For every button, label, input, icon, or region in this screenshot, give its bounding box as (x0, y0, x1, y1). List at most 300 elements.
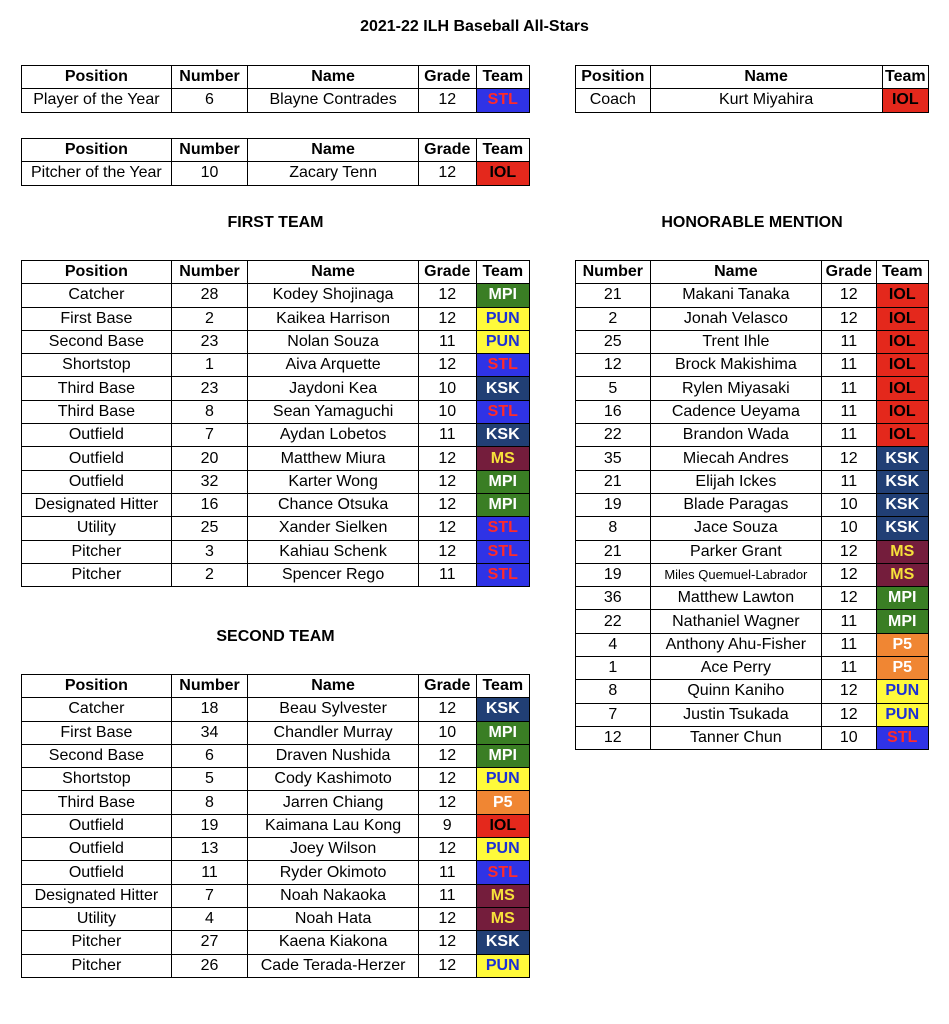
cell-name: Nolan Souza (248, 330, 419, 353)
team-badge (476, 89, 529, 112)
table-header-row (576, 66, 929, 89)
team-badge-label: MPI (888, 612, 917, 630)
column-header-number: Number (171, 66, 247, 89)
cell-grade: 11 (822, 424, 876, 447)
team-badge (476, 907, 529, 930)
column-header-position: Position (22, 675, 172, 698)
cell-grade: 10 (418, 721, 476, 744)
column-header-team: Team (476, 675, 529, 698)
cell-name: Matthew Lawton (650, 587, 821, 610)
team-badge (882, 89, 928, 112)
cell-name: Jaydoni Kea (248, 377, 419, 400)
cell-name: Justin Tsukada (650, 703, 821, 726)
table-row (22, 744, 530, 767)
team-badge (476, 744, 529, 767)
cell-number: 4 (171, 907, 247, 930)
cell-name: Aiva Arquette (248, 354, 419, 377)
team-badge (476, 493, 529, 516)
cell-number: 20 (171, 447, 247, 470)
cell-number: 11 (171, 861, 247, 884)
team-badge (876, 400, 928, 423)
cell-grade: 10 (418, 400, 476, 423)
table-row (22, 284, 530, 307)
honorable-mention-table (575, 260, 929, 750)
cell-number: 28 (171, 284, 247, 307)
cell-number: 7 (171, 424, 247, 447)
table-row (22, 517, 530, 540)
team-badge (876, 657, 928, 680)
cell-number: 32 (171, 470, 247, 493)
table-row (22, 954, 530, 977)
table-row (22, 89, 530, 112)
table-row (576, 307, 929, 330)
team-badge-label: KSK (885, 472, 920, 490)
cell-grade: 12 (418, 284, 476, 307)
cell-number: 5 (576, 377, 651, 400)
cell-grade: 12 (418, 744, 476, 767)
cell-number: 21 (576, 284, 651, 307)
team-badge (876, 703, 928, 726)
cell-number: 25 (171, 517, 247, 540)
team-badge-label: MS (890, 542, 915, 560)
cell-grade: 12 (418, 493, 476, 516)
team-badge-label: IOL (489, 164, 517, 182)
team-badge-label: KSK (485, 379, 520, 397)
cell-name: Nathaniel Wagner (650, 610, 821, 633)
cell-name: Jonah Velasco (650, 307, 821, 330)
cell-grade: 11 (418, 563, 476, 586)
cell-name: Kaikea Harrison (248, 307, 419, 330)
column-header-position: Position (22, 139, 172, 162)
cell-name: Matthew Miura (248, 447, 419, 470)
team-badge-label: IOL (489, 816, 517, 834)
cell-grade: 11 (822, 377, 876, 400)
cell-number: 12 (576, 354, 651, 377)
table-row (576, 424, 929, 447)
cell-grade: 12 (418, 89, 476, 112)
cell-position: Outfield (22, 424, 172, 447)
cell-position: Shortstop (22, 768, 172, 791)
team-badge-label: P5 (892, 659, 913, 677)
team-badge (476, 884, 529, 907)
cell-position: Third Base (22, 377, 172, 400)
cell-grade: 9 (418, 814, 476, 837)
team-badge (476, 838, 529, 861)
first-team-heading: FIRST TEAM (227, 214, 324, 231)
team-badge-label: MS (490, 886, 515, 904)
table-row (576, 610, 929, 633)
cell-name: Kodey Shojinaga (248, 284, 419, 307)
table-row (22, 354, 530, 377)
team-badge-label: KSK (885, 519, 920, 537)
cell-name: Brandon Wada (650, 424, 821, 447)
team-badge-label: KSK (885, 449, 920, 467)
column-header-number: Number (171, 675, 247, 698)
team-badge (876, 563, 928, 586)
cell-number: 16 (576, 400, 651, 423)
team-badge-label: P5 (892, 635, 913, 653)
team-badge-label: STL (487, 566, 518, 583)
team-badge (476, 954, 529, 977)
cell-name: Parker Grant (650, 540, 821, 563)
table-row (576, 377, 929, 400)
table-row (22, 540, 530, 563)
cell-name: Chance Otsuka (248, 493, 419, 516)
cell-name: Ryder Okimoto (248, 861, 419, 884)
cell-number: 35 (576, 447, 651, 470)
cell-grade: 12 (418, 162, 476, 185)
table-row (576, 470, 929, 493)
team-badge (876, 377, 928, 400)
cell-position: Outfield (22, 447, 172, 470)
column-header-team: Team (876, 261, 928, 284)
cell-number: 7 (171, 884, 247, 907)
table-row (576, 657, 929, 680)
table-header-row (22, 261, 530, 284)
cell-position: Player of the Year (22, 89, 172, 112)
second-team-table (21, 674, 530, 978)
team-badge (476, 447, 529, 470)
cell-grade: 11 (822, 633, 876, 656)
table-row (22, 861, 530, 884)
table-row (576, 703, 929, 726)
team-badge-label: IOL (888, 426, 916, 444)
cell-position: Coach (576, 89, 651, 112)
team-badge (476, 162, 529, 185)
cell-grade: 12 (418, 931, 476, 954)
cell-name: Jarren Chiang (248, 791, 419, 814)
cell-position: Designated Hitter (22, 493, 172, 516)
team-badge-label: PUN (485, 309, 520, 327)
table-row (576, 540, 929, 563)
team-badge-label: IOL (888, 402, 916, 420)
table-row (22, 424, 530, 447)
table-row (22, 838, 530, 861)
team-badge (476, 307, 529, 330)
cell-number: 10 (171, 162, 247, 185)
team-badge-label: KSK (885, 496, 920, 514)
team-badge (876, 424, 928, 447)
table-row (22, 470, 530, 493)
cell-grade: 12 (418, 540, 476, 563)
team-badge-label: P5 (492, 793, 513, 811)
cell-name: Cade Terada-Herzer (248, 954, 419, 977)
team-badge (476, 791, 529, 814)
cell-number: 16 (171, 493, 247, 516)
team-badge (476, 931, 529, 954)
table-row (22, 791, 530, 814)
cell-position: Outfield (22, 838, 172, 861)
cell-number: 6 (171, 89, 247, 112)
cell-name: Cadence Ueyama (650, 400, 821, 423)
cell-number: 1 (576, 657, 651, 680)
team-badge-label: PUN (485, 770, 520, 788)
team-badge-label: KSK (485, 426, 520, 444)
cell-name: Rylen Miyasaki (650, 377, 821, 400)
table-row (576, 633, 929, 656)
cell-name: Karter Wong (248, 470, 419, 493)
cell-number: 4 (576, 633, 651, 656)
table-row (22, 493, 530, 516)
column-header-name: Name (248, 139, 419, 162)
cell-number: 8 (171, 400, 247, 423)
team-badge (476, 354, 529, 377)
column-header-grade: Grade (822, 261, 876, 284)
team-badge (876, 470, 928, 493)
team-badge-label: IOL (888, 286, 916, 304)
cell-position: Utility (22, 517, 172, 540)
cell-grade: 11 (418, 424, 476, 447)
cell-grade: 12 (418, 447, 476, 470)
team-badge-label: KSK (485, 933, 520, 951)
table-row (576, 587, 929, 610)
table-row (22, 377, 530, 400)
cell-number: 7 (576, 703, 651, 726)
table-header-row (22, 675, 530, 698)
cell-number: 2 (171, 563, 247, 586)
cell-grade: 11 (822, 470, 876, 493)
table-row (22, 721, 530, 744)
team-badge-label: IOL (891, 91, 919, 109)
cell-grade: 12 (418, 307, 476, 330)
team-badge-label: MS (490, 910, 515, 928)
cell-name: Chandler Murray (248, 721, 419, 744)
column-header-name: Name (650, 66, 882, 89)
cell-name: Xander Sielken (248, 517, 419, 540)
column-header-grade: Grade (418, 66, 476, 89)
cell-number: 19 (576, 563, 651, 586)
cell-grade: 11 (822, 354, 876, 377)
table-row (576, 89, 929, 112)
cell-name: Blayne Contrades (248, 89, 419, 112)
table-row (576, 284, 929, 307)
column-header-name: Name (248, 675, 419, 698)
cell-position: Second Base (22, 330, 172, 353)
team-badge (476, 768, 529, 791)
column-header-number: Number (576, 261, 651, 284)
team-badge (876, 354, 928, 377)
cell-name: Kahiau Schenk (248, 540, 419, 563)
team-badge (876, 284, 928, 307)
table-row (576, 680, 929, 703)
team-badge (476, 284, 529, 307)
column-header-team: Team (882, 66, 928, 89)
cell-name: Noah Nakaoka (248, 884, 419, 907)
cell-grade: 12 (418, 354, 476, 377)
team-badge-label: MPI (488, 286, 517, 304)
cell-position: Pitcher of the Year (22, 162, 172, 185)
cell-number: 26 (171, 954, 247, 977)
team-badge-label: KSK (485, 700, 520, 718)
team-badge-label: IOL (888, 356, 916, 374)
table-row (22, 563, 530, 586)
team-badge-label: MPI (488, 496, 517, 514)
cell-number: 36 (576, 587, 651, 610)
cell-number: 22 (576, 424, 651, 447)
cell-grade: 12 (418, 517, 476, 540)
cell-name: Kaena Kiakona (248, 931, 419, 954)
cell-grade: 11 (418, 330, 476, 353)
table-row (22, 931, 530, 954)
team-badge-label: PUN (485, 956, 520, 974)
cell-number: 19 (576, 493, 651, 516)
cell-grade: 12 (822, 307, 876, 330)
team-badge-label: MS (890, 566, 915, 583)
cell-number: 2 (576, 307, 651, 330)
cell-number: 5 (171, 768, 247, 791)
team-badge (876, 610, 928, 633)
cell-name: Sean Yamaguchi (248, 400, 419, 423)
column-header-name: Name (650, 261, 821, 284)
team-badge (476, 540, 529, 563)
team-badge-label: PUN (885, 705, 920, 723)
coach-table (575, 65, 929, 113)
table-header-row (22, 139, 530, 162)
team-badge (876, 633, 928, 656)
cell-number: 25 (576, 330, 651, 353)
cell-name: Blade Paragas (650, 493, 821, 516)
cell-name: Kaimana Lau Kong (248, 814, 419, 837)
team-badge (876, 447, 928, 470)
column-header-grade: Grade (418, 139, 476, 162)
cell-grade: 11 (822, 610, 876, 633)
team-badge (476, 814, 529, 837)
cell-name: Jace Souza (650, 517, 821, 540)
table-row (576, 400, 929, 423)
cell-grade: 12 (822, 540, 876, 563)
cell-name: Draven Nushida (248, 744, 419, 767)
cell-name: Anthony Ahu-Fisher (650, 633, 821, 656)
team-badge (876, 307, 928, 330)
column-header-name: Name (248, 66, 419, 89)
cell-name: Trent Ihle (650, 330, 821, 353)
cell-position: Outfield (22, 470, 172, 493)
cell-position: Shortstop (22, 354, 172, 377)
cell-number: 19 (171, 814, 247, 837)
cell-position: Utility (22, 907, 172, 930)
table-row (22, 814, 530, 837)
cell-grade: 12 (418, 907, 476, 930)
cell-name: Aydan Lobetos (248, 424, 419, 447)
cell-number: 8 (576, 680, 651, 703)
cell-name: Tanner Chun (650, 726, 821, 749)
cell-grade: 12 (822, 587, 876, 610)
team-badge (476, 861, 529, 884)
team-badge (476, 517, 529, 540)
cell-number: 8 (171, 791, 247, 814)
column-header-position: Position (22, 261, 172, 284)
cell-number: 2 (171, 307, 247, 330)
table-row (22, 162, 530, 185)
table-row (576, 563, 929, 586)
cell-name: Elijah Ickes (650, 470, 821, 493)
column-header-position: Position (576, 66, 651, 89)
team-badge-label: PUN (885, 682, 920, 700)
team-badge-label: STL (487, 356, 518, 374)
team-badge-label: MS (490, 449, 515, 467)
table-row (22, 907, 530, 930)
table-row (22, 884, 530, 907)
cell-name: Makani Tanaka (650, 284, 821, 307)
cell-number: 23 (171, 330, 247, 353)
cell-position: Designated Hitter (22, 884, 172, 907)
cell-number: 34 (171, 721, 247, 744)
cell-position: Outfield (22, 814, 172, 837)
team-badge (876, 587, 928, 610)
cell-name: Zacary Tenn (248, 162, 419, 185)
team-badge (476, 424, 529, 447)
cell-grade: 10 (822, 493, 876, 516)
team-badge (476, 563, 529, 586)
team-badge-label: STL (487, 402, 518, 420)
team-badge (476, 377, 529, 400)
cell-grade: 12 (418, 768, 476, 791)
cell-grade: 10 (418, 377, 476, 400)
cell-number: 18 (171, 698, 247, 721)
cell-position: First Base (22, 307, 172, 330)
cell-grade: 12 (822, 563, 876, 586)
cell-grade: 12 (418, 838, 476, 861)
team-badge (476, 721, 529, 744)
cell-grade: 11 (822, 657, 876, 680)
cell-name: Quinn Kaniho (650, 680, 821, 703)
cell-number: 21 (576, 540, 651, 563)
cell-name: Miles Quemuel-Labrador (650, 563, 821, 586)
second-team-heading: SECOND TEAM (216, 628, 335, 645)
table-row (576, 517, 929, 540)
cell-name: Kurt Miyahira (650, 89, 882, 112)
cell-grade: 12 (822, 284, 876, 307)
table-row (576, 354, 929, 377)
cell-grade: 12 (418, 791, 476, 814)
cell-name: Ace Perry (650, 657, 821, 680)
table-row (576, 726, 929, 749)
cell-grade: 11 (822, 330, 876, 353)
cell-number: 23 (171, 377, 247, 400)
cell-grade: 11 (418, 884, 476, 907)
cell-grade: 12 (822, 447, 876, 470)
cell-name: Joey Wilson (248, 838, 419, 861)
team-badge-label: IOL (888, 309, 916, 327)
pitcher-of-year-table (21, 138, 530, 186)
column-header-team: Team (476, 261, 529, 284)
team-badge-label: MPI (488, 723, 517, 741)
column-header-position: Position (22, 66, 172, 89)
team-badge-label: PUN (485, 840, 520, 858)
cell-name: Beau Sylvester (248, 698, 419, 721)
team-badge-label: PUN (485, 333, 520, 351)
team-badge-label: MPI (488, 472, 517, 490)
cell-name: Miecah Andres (650, 447, 821, 470)
table-row (22, 768, 530, 791)
table-row (22, 400, 530, 423)
team-badge-label: MPI (888, 589, 917, 607)
cell-position: Outfield (22, 861, 172, 884)
cell-position: Pitcher (22, 931, 172, 954)
team-badge (876, 680, 928, 703)
team-badge (876, 493, 928, 516)
table-row (22, 698, 530, 721)
cell-number: 13 (171, 838, 247, 861)
page-title: 2021-22 ILH Baseball All-Stars (360, 18, 589, 35)
cell-grade: 10 (822, 517, 876, 540)
team-badge-label: STL (487, 542, 518, 560)
team-badge-label: IOL (888, 333, 916, 351)
player-of-year-table (21, 65, 530, 113)
cell-grade: 12 (822, 703, 876, 726)
cell-grade: 12 (418, 954, 476, 977)
cell-name: Noah Hata (248, 907, 419, 930)
